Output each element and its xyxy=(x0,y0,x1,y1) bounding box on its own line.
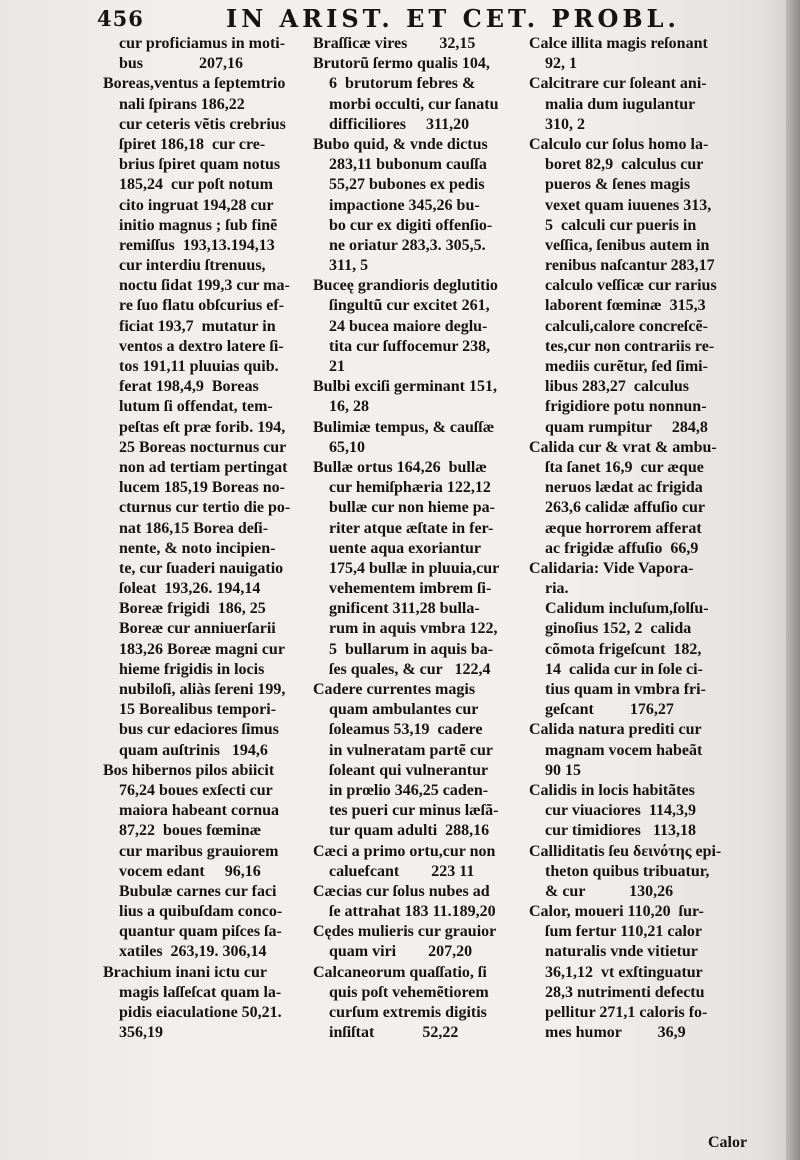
index-line: nat 186,15 Borea deſi- xyxy=(103,519,269,537)
index-line: ſingultũ cur excitet 261, xyxy=(313,297,490,315)
index-line: 21 xyxy=(313,358,345,375)
index-line: Braſſicæ vires 32,15 xyxy=(313,35,476,52)
index-line: bo cur ex digiti offenſio- xyxy=(313,216,493,234)
index-line: Brachium inani ictu cur xyxy=(103,963,268,981)
index-line: Calliditatis ſeu δεινότης epi- xyxy=(529,842,722,860)
index-line: ſoleant qui vulnerantur xyxy=(313,761,489,779)
index-line: Boreæ cur anniuerſarii xyxy=(103,620,276,638)
index-line: ſta ſanet 16,9 cur æque xyxy=(529,458,704,476)
index-line: ne oriatur 283,3. 305,5. xyxy=(313,236,486,254)
index-line: lucem 185,19 Boreas no- xyxy=(103,479,285,497)
index-line: hieme frigidis in locis xyxy=(103,660,265,678)
index-line: ventos a dextro latere ſi- xyxy=(103,337,284,355)
index-line: bus cur edaciores ſimus xyxy=(103,721,279,739)
index-line: quis poſt vehemẽtiorem xyxy=(313,983,489,1001)
index-line: calculi,calore concreſcẽ- xyxy=(529,317,708,335)
running-head: IN ARIST. ET CET. PROBL. xyxy=(226,4,680,33)
index-line: ſpiret 186,18 cur cre- xyxy=(103,135,266,153)
index-line: magis laſſeſcat quam la- xyxy=(103,983,282,1001)
index-line: Calidis in locis habitãtes xyxy=(529,781,695,799)
index-line: 5 calculi cur pueris in xyxy=(529,216,697,234)
catchword: Calor xyxy=(708,1134,748,1151)
index-line: Bos hibernos pilos abiicit xyxy=(103,761,275,779)
index-column-1 xyxy=(103,34,303,1043)
index-line: Calculo cur ſolus homo la- xyxy=(529,135,709,153)
index-line: ſoleat 193,26. 194,14 xyxy=(103,580,261,598)
index-line: calculo veſſicæ cur rarius xyxy=(529,277,717,295)
index-line: in prœlio 346,25 caden- xyxy=(313,781,489,799)
index-line: tur quam adulti 288,16 xyxy=(313,822,490,840)
index-line: 175,4 bullæ in pluuia,cur xyxy=(313,559,500,577)
index-line: vocem edant 96,16 xyxy=(103,862,261,880)
index-line: 311, 5 xyxy=(313,257,369,275)
index-line: uente aqua exoriantur xyxy=(313,539,481,557)
index-line: ſe attrahat 183 11.189,20 xyxy=(313,903,496,921)
index-line: tes pueri cur minus læſã- xyxy=(313,802,499,820)
index-line: ſum fertur 110,21 calor xyxy=(529,923,703,941)
index-line: 24 bucea maiore deglu- xyxy=(313,317,488,335)
index-line: 87,22 boues fœminæ xyxy=(103,822,262,840)
page-number: 456 xyxy=(97,6,144,31)
index-line: bus 207,16 xyxy=(103,55,244,73)
index-line: libus 283,27 calculus xyxy=(529,378,690,396)
index-line: Calidaria: Vide Vapora- xyxy=(529,559,694,577)
index-line: laborent fœminæ 315,3 xyxy=(529,297,706,315)
index-line: Calida cur & vrat & ambu- xyxy=(529,438,717,456)
index-line: Bulimiæ tempus, & cauſſæ xyxy=(313,418,495,436)
index-line: cur timidiores 113,18 xyxy=(529,822,696,840)
index-line: 65,10 xyxy=(313,438,365,456)
index-line: bullæ cur non hieme pa- xyxy=(313,499,495,517)
index-line: naturalis vnde vitietur xyxy=(529,943,698,961)
index-line: cturnus cur tertio die po- xyxy=(103,499,291,517)
index-line: renibus naſcantur 283,17 xyxy=(529,257,715,275)
index-line: quam auſtrinis 194,6 xyxy=(103,741,268,759)
index-line: 92, 1 xyxy=(529,55,577,73)
index-line: cur viuaciores 114,3,9 xyxy=(529,802,696,820)
index-line: Brutorũ ſermo qualis 104, xyxy=(313,55,490,73)
index-line: ficiat 193,7 mutatur in xyxy=(103,317,276,335)
index-line: æque horrorem afferat xyxy=(529,519,702,537)
index-line: theton quibus tribuatur, xyxy=(529,862,710,880)
index-line: inſiſtat 52,22 xyxy=(313,1024,459,1042)
index-line: tos 191,11 pluuias quib. xyxy=(103,358,279,375)
index-line: Cędes mulieris cur grauior xyxy=(313,923,497,941)
index-line: 263,6 calidæ affuſio cur xyxy=(529,499,705,517)
index-line: geſcant 176,27 xyxy=(529,701,674,719)
index-column-3 xyxy=(529,34,769,1043)
index-line: Calcitrare cur ſoleant ani- xyxy=(529,75,707,93)
index-line: initio magnus ; ſub finẽ xyxy=(103,216,278,234)
index-line: 25 Boreas nocturnus cur xyxy=(103,438,287,456)
index-line: caluefcant 223 11 xyxy=(313,862,475,880)
index-line: 185,24 cur poſt notum xyxy=(103,176,273,194)
index-line: lius a quibuſdam conco- xyxy=(103,903,283,921)
index-line: malia dum iugulantur xyxy=(529,95,696,113)
index-line: Calida natura prediti cur xyxy=(529,721,702,739)
page-gutter-shadow xyxy=(786,0,800,1160)
index-line: cur ceteris vẽtis crebrius xyxy=(103,115,286,133)
index-line: pellitur 271,1 caloris fo- xyxy=(529,1004,708,1021)
index-line: cõmota frigeſcunt 182, xyxy=(529,640,702,658)
index-line: Cæcias cur ſolus nubes ad xyxy=(313,882,490,900)
index-line: cur interdiu ſtrenuus, xyxy=(103,257,266,275)
index-line: pueros & ſenes magis xyxy=(529,176,691,194)
index-line: tita cur ſuffocemur 238, xyxy=(313,337,491,355)
index-line: ginoſius 152, 2 calida xyxy=(529,620,692,638)
index-line: 76,24 boues exſecti cur xyxy=(103,781,273,799)
index-line: Calcaneorum quaſſatio, ſi xyxy=(313,963,487,981)
index-line: xatiles 263,19. 306,14 xyxy=(103,943,267,961)
index-line: 16, 28 xyxy=(313,398,369,416)
index-line: te, cur ſuaderi nauigatio xyxy=(103,559,284,577)
index-line: mes humor 36,9 xyxy=(529,1024,686,1042)
index-line: Bulbi exciſi germinant 151, xyxy=(313,378,497,396)
index-line: 14 calida cur in ſole ci- xyxy=(529,660,703,678)
index-line: Boreæ frigidi 186, 25 xyxy=(103,600,266,618)
index-line: Calidum incluſum,ſolſu- xyxy=(529,600,709,618)
index-line: maiora habeant cornua xyxy=(103,802,279,820)
index-line: nente, & noto incipien- xyxy=(103,539,276,557)
index-line: 5 bullarum in aquis ba- xyxy=(313,640,494,658)
index-line: quantur quam piſces ſa- xyxy=(103,923,282,941)
index-column-2 xyxy=(313,34,518,1043)
index-line: nubiloſi, aliàs ſereni 199, xyxy=(103,681,286,698)
index-line: brius ſpiret quam notus xyxy=(103,156,281,174)
index-line: peſtas eſt præ forib. 194, xyxy=(103,418,286,436)
index-line: tius quam in vmbra fri- xyxy=(529,681,706,698)
index-line: Buceę grandioris deglutitio xyxy=(313,277,498,295)
index-line: frigidiore potu nonnun- xyxy=(529,398,707,416)
index-line: 356,19 xyxy=(103,1024,163,1042)
index-line: in vulneratam partẽ cur xyxy=(313,741,493,759)
index-line: impactione 345,26 bu- xyxy=(313,196,480,214)
index-line: Calor, moueri 110,20 ſur- xyxy=(529,903,704,921)
index-line: noctu ſidat 199,3 cur ma- xyxy=(103,277,290,295)
index-line: ferat 198,4,9 Boreas xyxy=(103,378,259,396)
index-line: lutum ſi offendat, tem- xyxy=(103,398,273,416)
index-line: Bullæ ortus 164,26 bullæ xyxy=(313,458,487,476)
index-line: ſoleamus 53,19 cadere xyxy=(313,721,483,739)
index-line: quam ambulantes cur xyxy=(313,701,479,719)
index-line: cur proficiamus in moti- xyxy=(103,35,286,52)
index-line: quam rumpitur 284,8 xyxy=(529,418,708,436)
index-line: 183,26 Boreæ magni cur xyxy=(103,640,285,658)
index-line: rum in aquis vmbra 122, xyxy=(313,620,498,638)
index-line: neruos lædat ac frigida xyxy=(529,479,703,497)
index-line: 15 Borealibus tempori- xyxy=(103,701,277,719)
index-line: veſſica, ſenibus autem in xyxy=(529,236,710,254)
index-line: non ad tertiam pertingat xyxy=(103,458,288,476)
index-line: Calce illita magis reſonant xyxy=(529,35,708,52)
index-line: Bubulæ carnes cur faci xyxy=(103,882,277,900)
index-line: 90 15 xyxy=(529,761,581,779)
index-line: 283,11 bubonum cauſſa xyxy=(313,156,487,174)
index-line: nali ſpirans 186,22 xyxy=(103,95,245,113)
index-line: tes,cur non contrariis re- xyxy=(529,337,715,355)
index-line: re ſuo flatu obſcurius ef- xyxy=(103,297,285,315)
index-line: ria. xyxy=(529,580,569,598)
index-line: cur maribus grauiorem xyxy=(103,842,279,860)
index-line: Boreas,ventus a ſeptemtrio xyxy=(103,75,286,93)
index-line: quam viri 207,20 xyxy=(313,943,473,961)
index-line: pidis eiaculatione 50,21. xyxy=(103,1004,282,1021)
index-line: cur hemiſphæria 122,12 xyxy=(313,479,491,497)
index-line: vehementem imbrem ſi- xyxy=(313,580,492,598)
index-line: Bubo quid, & vnde dictus xyxy=(313,135,488,153)
index-line: cito ingruat 194,28 cur xyxy=(103,196,274,214)
index-line: gnificent 311,28 bulla- xyxy=(313,600,480,618)
index-line: morbi occulti, cur ſanatu xyxy=(313,95,499,113)
index-line: curſum extremis digitis xyxy=(313,1004,487,1021)
index-line: Cadere currentes magis xyxy=(313,681,476,698)
index-line: & cur 130,26 xyxy=(529,882,674,900)
index-line: boret 82,9 calculus cur xyxy=(529,156,704,174)
index-line: riter atque æſtate in fer- xyxy=(313,519,494,537)
index-line: vexet quam iuuenes 313, xyxy=(529,196,712,214)
index-line: remiſſus 193,13.194,13 xyxy=(103,236,275,254)
index-line: 28,3 nutrimenti defectu xyxy=(529,983,705,1001)
index-line: 310, 2 xyxy=(529,115,585,133)
index-line: 6 brutorum febres & xyxy=(313,75,476,93)
index-line: ac frigidæ affuſio 66,9 xyxy=(529,539,699,557)
index-line: 55,27 bubones ex pedis xyxy=(313,176,485,194)
index-line: difficiliores 311,20 xyxy=(313,115,470,133)
index-line: 36,1,12 vt exſtinguatur xyxy=(529,963,703,981)
index-line: magnam vocem habeãt xyxy=(529,741,703,759)
index-line: ſes quales, & cur 122,4 xyxy=(313,660,491,678)
index-line: Cæci a primo ortu,cur non xyxy=(313,842,496,860)
index-line: mediis curẽtur, ſed ſimi- xyxy=(529,358,708,375)
